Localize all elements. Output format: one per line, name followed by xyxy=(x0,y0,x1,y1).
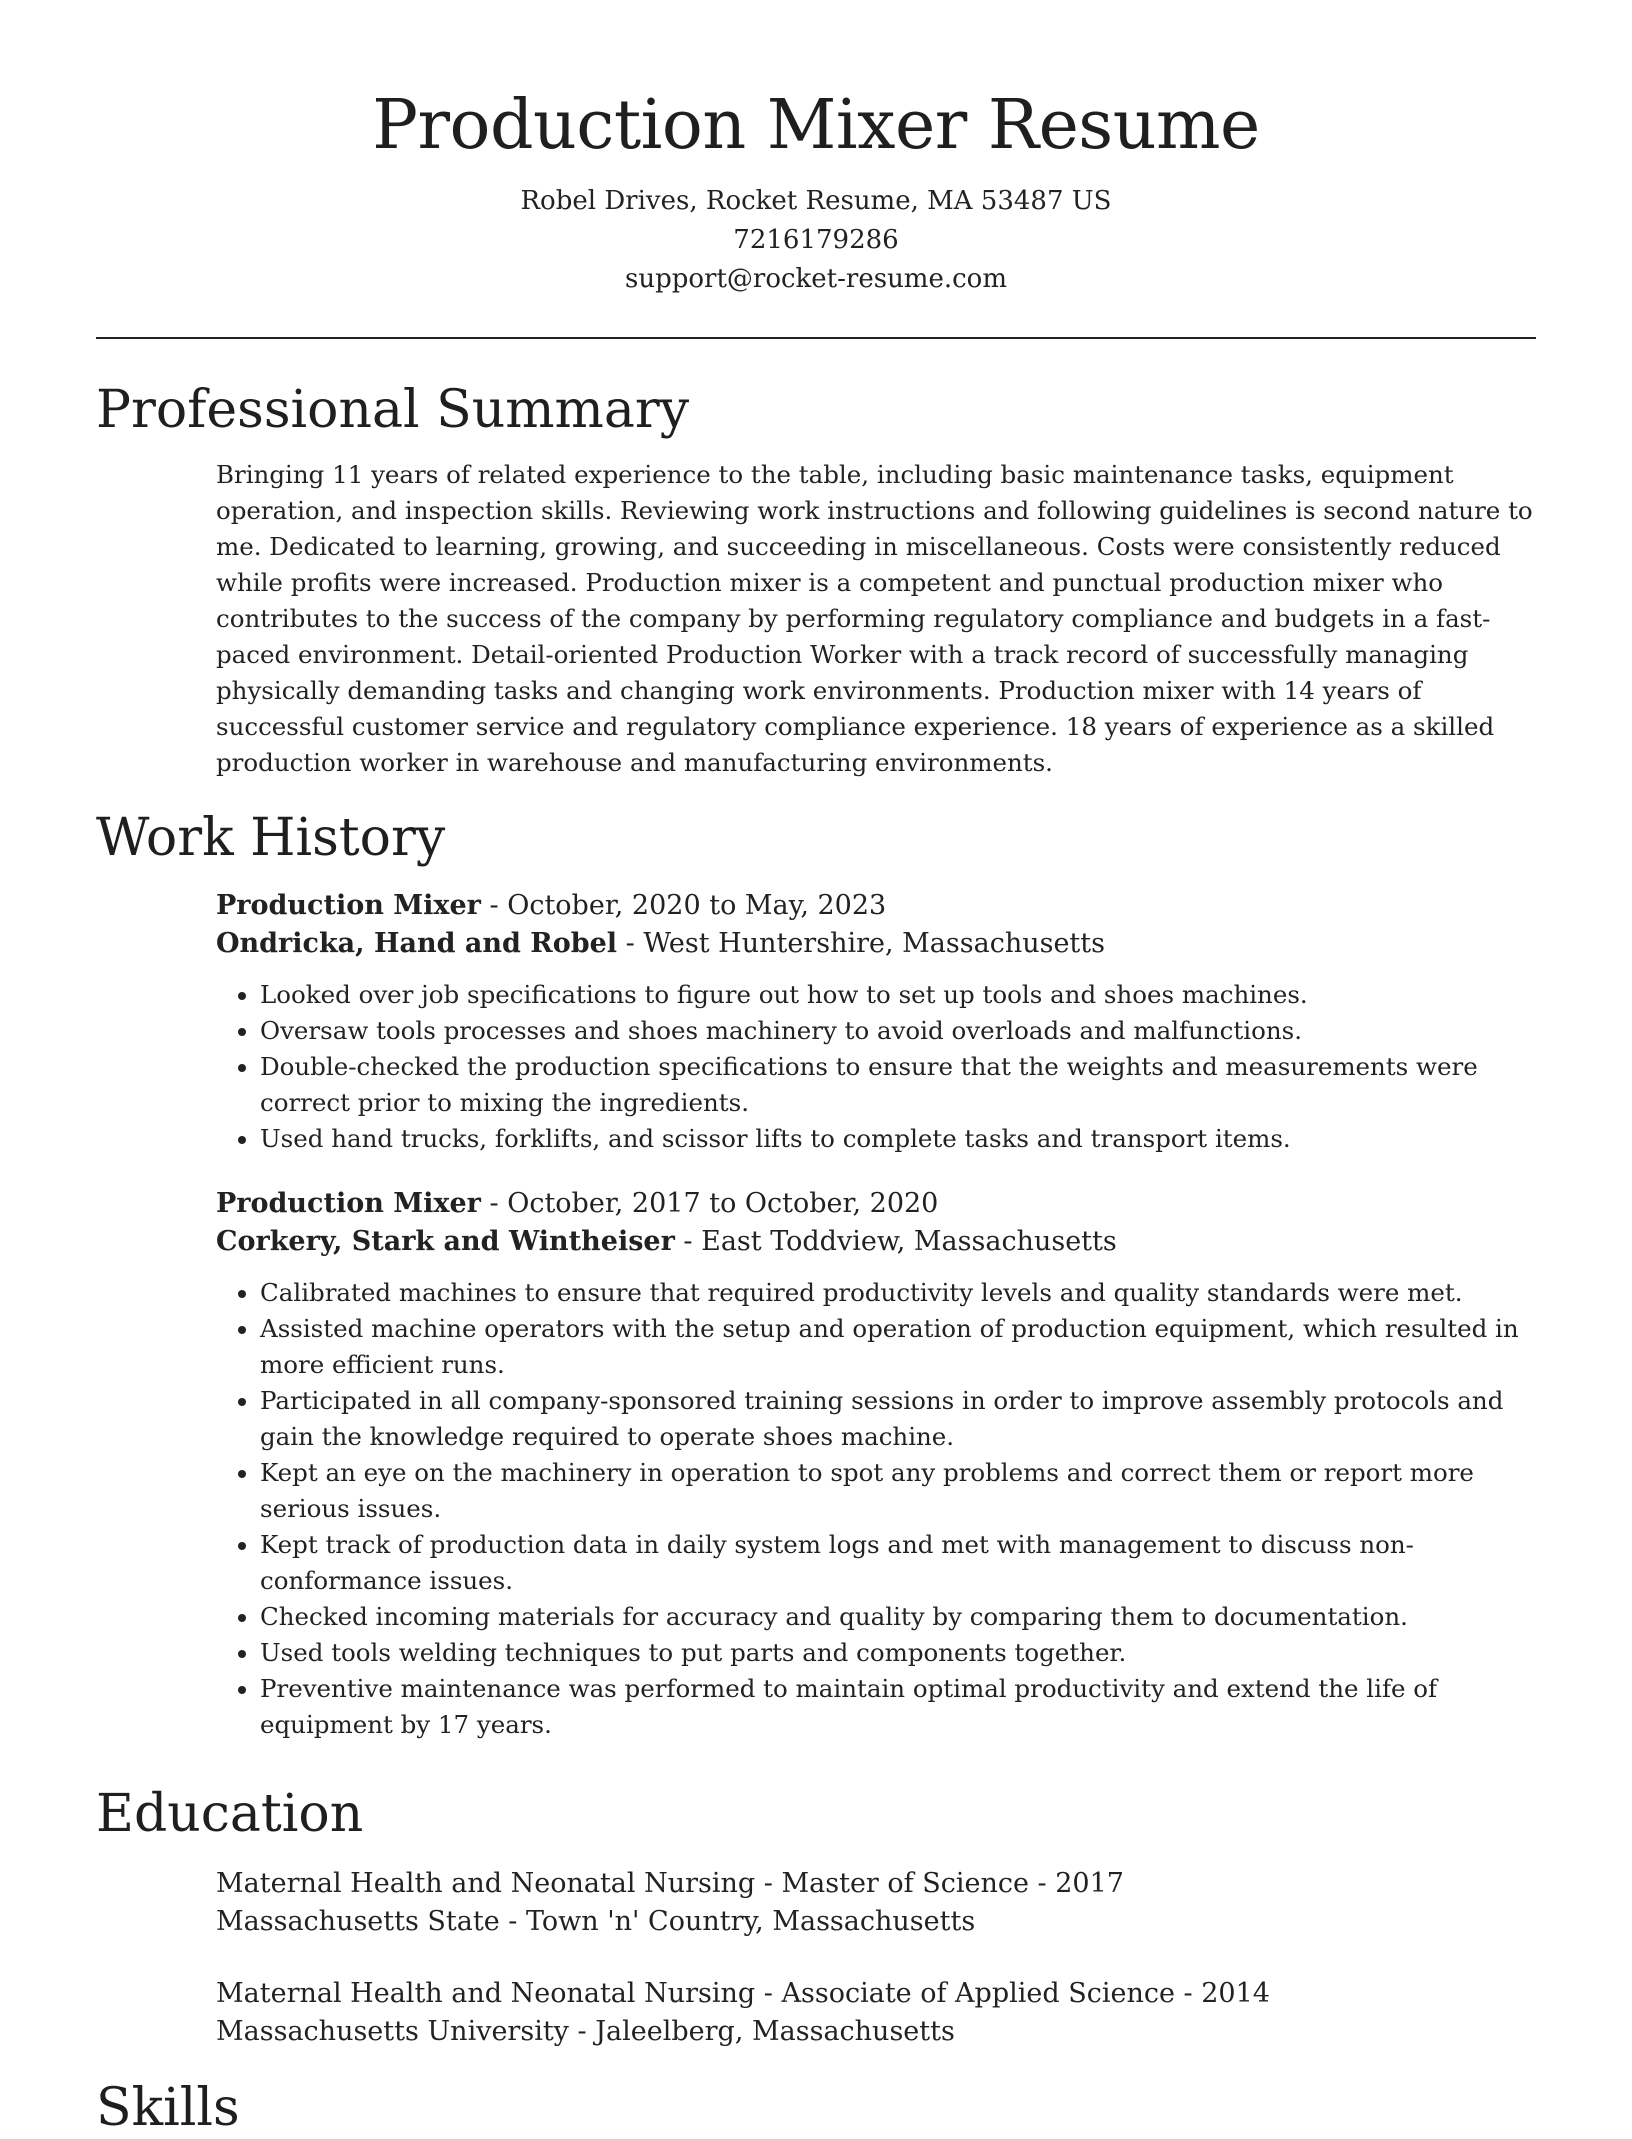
education-heading: Education xyxy=(96,1784,364,1844)
job-bullet: • Preventive maintenance was performed to maintain optimal productivity and extend the life of equipment by 17 years. xyxy=(260,1671,1536,1743)
job-company-line xyxy=(216,925,1536,963)
job-company: Corkery, Stark and Wintheiser xyxy=(216,1226,675,1257)
job-bullet: • Checked incoming materials for accuracy and quality by comparing them to documentation. xyxy=(260,1599,1536,1635)
contact-block xyxy=(96,182,1536,299)
contact-phone: 7216179286 xyxy=(733,225,899,255)
education-entry xyxy=(216,1975,1536,2051)
job-bullet: • Looked over job specifications to figure out how to set up tools and shoes machines. xyxy=(260,977,1536,1013)
job-bullet: • Assisted machine operators with the setup and operation of production equipment, which resulted in more efficient runs. xyxy=(260,1311,1536,1383)
job-bullet-list xyxy=(216,1275,1536,1743)
education-degree-line: Maternal Health and Neonatal Nursing - Master of Science - 2017 xyxy=(216,1868,1124,1899)
work-history-heading: Work History xyxy=(96,808,446,868)
job-bullet: • Participated in all company-sponsored training sessions in order to improve assembly protocols and gain the knowledge required to operate shoes machine. xyxy=(260,1383,1536,1455)
job-bullet-list xyxy=(216,977,1536,1157)
job-bullet: • Kept an eye on the machinery in operation to spot any problems and correct them or report more serious issues. xyxy=(260,1455,1536,1527)
summary-heading: Professional Summary xyxy=(96,380,690,440)
job-bullet: • Oversaw tools processes and shoes machinery to avoid overloads and malfunctions. xyxy=(260,1013,1536,1049)
job-bullet: • Kept track of production data in daily system logs and met with management to discuss non-conformance issues. xyxy=(260,1527,1536,1599)
job-bullet: • Used tools welding techniques to put parts and components together. xyxy=(260,1635,1536,1671)
job-company: Ondricka, Hand and Robel xyxy=(216,928,618,959)
job-location: - West Huntershire, Massachusetts xyxy=(617,928,1105,959)
education-school-line: Massachusetts University - Jaleelberg, Massachusetts xyxy=(216,2016,955,2047)
job-bullet: • Calibrated machines to ensure that required productivity levels and quality standards were met. xyxy=(260,1275,1536,1311)
resume-page xyxy=(96,0,1536,2139)
job-entry xyxy=(216,887,1536,1157)
contact-email: support@rocket-resume.com xyxy=(624,264,1007,294)
job-title: Production Mixer xyxy=(216,1188,481,1219)
skills-heading: Skills xyxy=(96,2078,240,2138)
job-entry xyxy=(216,1185,1536,1743)
contact-address: Robel Drives, Rocket Resume, MA 53487 US xyxy=(520,186,1112,216)
resume-header xyxy=(96,0,1536,299)
job-title: Production Mixer xyxy=(216,890,481,921)
education-entry xyxy=(216,1865,1536,1941)
job-company-line xyxy=(216,1223,1536,1261)
job-bullet: • Double-checked the production specifications to ensure that the weights and measurements were correct prior to mixing the ingredients. xyxy=(260,1049,1536,1121)
job-dates: - October, 2020 to May, 2023 xyxy=(480,890,887,921)
job-title-line xyxy=(216,887,1536,925)
summary-text: Bringing 11 years of related experience to the table, including basic maintenance tasks, equipment operation, and inspection skills. Reviewing work instructions and following guidelines is second nature to me. Dedicated to learning, growing, and succeeding in miscellaneous. Costs were consistently reduced while profits were increased. Production mixer is a competent and punctual production mixer who contributes to the success of the company by performing regulatory compliance and budgets in a fast-paced environment. Detail-oriented Production Worker with a track record of successfully managing physically demanding tasks and changing work environments. Production mixer with 14 years of successful customer service and regulatory compliance experience. 18 years of experience as a skilled production worker in warehouse and manufacturing environments. xyxy=(216,460,1533,777)
header-divider xyxy=(96,337,1536,339)
education-school-line: Massachusetts State - Town 'n' Country, Massachusetts xyxy=(216,1906,976,1937)
job-location: - East Toddview, Massachusetts xyxy=(674,1226,1117,1257)
job-dates: - October, 2017 to October, 2020 xyxy=(480,1188,939,1219)
job-bullet: • Used hand trucks, forklifts, and scissor lifts to complete tasks and transport items. xyxy=(260,1121,1536,1157)
resume-title: Production Mixer Resume xyxy=(372,86,1260,165)
education-degree-line: Maternal Health and Neonatal Nursing - Associate of Applied Science - 2014 xyxy=(216,1978,1270,2009)
job-title-line xyxy=(216,1185,1536,1223)
